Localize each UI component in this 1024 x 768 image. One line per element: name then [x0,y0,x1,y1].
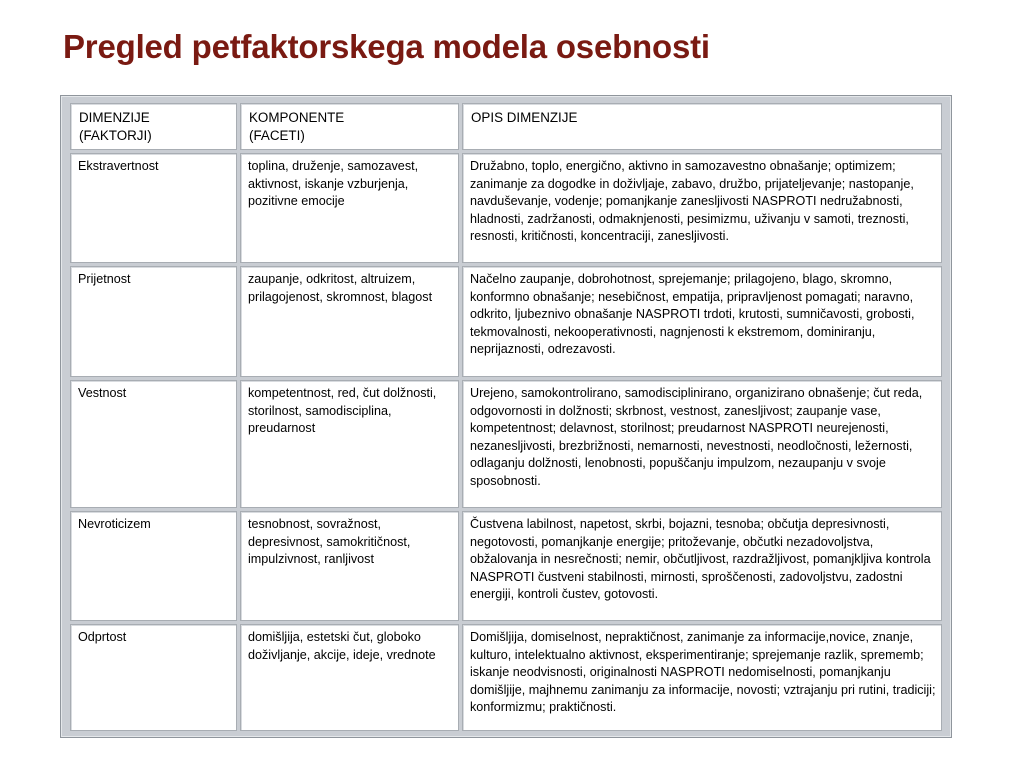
row-prijetnost-components: zaupanje, odkritost, altruizem, prilagojenost, skromnost, blagost [240,266,459,377]
table-grid [70,103,942,731]
row-prijetnost-dimension: Prijetnost [70,266,237,377]
header-components-line1: KOMPONENTE [249,110,345,125]
row-odprtost-dimension: Odprtost [70,624,237,731]
row-nevroticizem-description: Čustvena labilnost, napetost, skrbi, bojazni, tesnoba; občutja depresivnosti, negotovosti, pomanjkanje energije; pritoževanje, občutki nezadovoljstva, obžalovanja in nesrečnosti; nemir, občutljivost, razdražljivost, pomanjkljiva kontrola NASPROTI čustveni stabilnosti, mirnosti, sproščenosti, zadovoljstvu, zadostni energiji, kontroli čustev, gotovosti. [462,511,942,621]
row-ekstravertnost-description: Družabno, toplo, energično, aktivno in samozavestno obnašanje; optimizem; zanimanje za dogodke in doživljaje, zabavo, družbo, prijateljevanje; nastopanje, navduševanje, vodenje; pomanjkanje zanesljivosti NASPROTI nedružabnosti, hladnosti, zadržanosti, odmaknjenosti, pesimizmu, uživanju v samoti, treznosti, resnosti, kritičnosti, koncentraciji, zanesljivosti. [462,153,942,263]
personality-model-table [60,95,952,738]
row-ekstravertnost-components: toplina, druženje, samozavest, aktivnost, iskanje vzburjenja, pozitivne emocije [240,153,459,263]
row-prijetnost-description: Načelno zaupanje, dobrohotnost, sprejemanje; prilagojeno, blago, skromno, konformno obnašanje; nesebičnost, empatija, pripravljenost pomagati; naravno, odkrito, ljubeznivo obnašanje NASPROTI trdoti, krutosti, sumničavosti, grobosti, tekmovalnosti, nekooperativnosti, nagnjenosti k ekstremom, dominiranju, neprijaznosti, odrezavosti. [462,266,942,377]
row-nevroticizem-dimension: Nevroticizem [70,511,237,621]
row-vestnost-description: Urejeno, samokontrolirano, samodisciplinirano, organizirano obnašenje; čut reda, odgovornosti in dolžnosti; skrbnost, vestnost, zanesljivost; zaupanje vase, kompetentnost; delavnost, storilnost; preudarnost NASPROTI neurejenosti, nezanesljivosti, brezbrižnosti, nemarnosti, nevestnosti, neodločnosti, ležernosti, odlaganju dolžnosti, lenobnosti, popuščanju impulzom, nezaupanju v svoje sposobnosti. [462,380,942,508]
header-description-line1: OPIS DIMENZIJE [471,110,578,125]
row-vestnost-dimension: Vestnost [70,380,237,508]
header-components [240,103,459,150]
row-nevroticizem-components: tesnobnost, sovražnost, depresivnost, samokritičnost, impulzivnost, ranljivost [240,511,459,621]
header-description [462,103,942,150]
row-odprtost-description: Domišljija, domiselnost, nepraktičnost, zanimanje za informacije,novice, znanje, kulturo, intelektualno aktivnost, eksperimentiranje; sprejemanje razlik, sprememb; iskanje neodvisnosti, originalnosti NASPROTI nedomiselnosti, pomanjkanju domišljije, majhnemu zanimanju za informacije, novosti; vztrajanju pri rutini, tradiciji; konformizmu; praktičnosti. [462,624,942,731]
row-ekstravertnost-dimension: Ekstravertnost [70,153,237,263]
header-dimensions-line1: DIMENZIJE [79,110,150,125]
header-dimensions [70,103,237,150]
row-odprtost-components: domišljija, estetski čut, globoko doživljanje, akcije, ideje, vrednote [240,624,459,731]
slide-title: Pregled petfaktorskega modela osebnosti [63,28,710,65]
row-vestnost-components: kompetentnost, red, čut dolžnosti, storilnost, samodisciplina, preudarnost [240,380,459,508]
header-components-line2: (FACETI) [249,128,305,143]
header-dimensions-line2: (FAKTORJI) [79,128,152,143]
